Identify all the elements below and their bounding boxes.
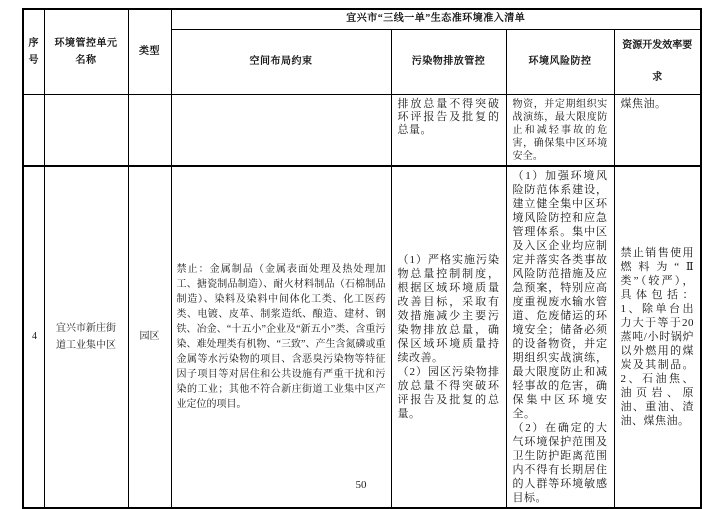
access-list-table — [22, 8, 702, 509]
header-unit-name: 环境管控单元名称 — [44, 9, 128, 94]
table-row-4 — [23, 166, 701, 508]
cell-cont-risk: 物资，并定期组织实战演练，最大限度防止和减轻事故的危害，确保集中区环境安全。 — [506, 94, 614, 166]
header-pollutant-control: 污染物排放管控 — [391, 29, 506, 94]
risk-paragraph-1: （1）加强环境风险防范体系建设，建立健全集中区环境风险防控和应急管理体系。集中区及入区企业均应制定并落实各类事故风险防范措施及应急预案，特别应高度重视废水输水管道、危废储运的环境安全；储备必须的设备物资，并定期组织实战演练，最大限度防止和减轻事故的危害，确保集中区环境安全。 — [512, 169, 608, 420]
cell-r4-resource: 禁止销售使用燃料为“Ⅱ类”（较严），具体包括：1、除单台出力大于等于20蒸吨/小时锅炉以外燃用的煤炭及其制品。2、石油焦、油页岩、原油、重油、渣油、煤焦油。 — [614, 166, 701, 508]
table-title: 宜兴市“三线一单”生态准环境准入清单 — [171, 9, 701, 29]
cell-r4-unit-name: 宜兴市新庄街道工业集中区 — [44, 166, 128, 508]
header-seq: 序号 — [23, 9, 44, 94]
cell-cont-resource: 煤焦油。 — [614, 94, 701, 166]
header-spatial-constraints: 空间布局约束 — [171, 29, 391, 94]
cell-cont-type — [128, 94, 171, 166]
header-type: 类型 — [128, 9, 171, 94]
risk-paragraph-2: （2）在确定的大气环境保护范围及卫生防护距离范围内不得有长期居住的人群等环境敏感目标。 — [512, 421, 608, 504]
cell-r4-type: 园区 — [128, 166, 171, 508]
table-header-title-row — [23, 9, 701, 29]
pollutant-paragraph-1: （1）严格实施污染物总量控制制度，根据区域环境质量改善目标，采取有效措施减少主要污染物排放总量，确保区域环境质量持续改善。 — [397, 253, 500, 364]
pollutant-paragraph-2: （2）园区污染物排放总量不得突破环评报告及批复的总量。 — [397, 365, 500, 420]
cell-r4-pollutant — [391, 166, 506, 508]
header-risk-prevention: 环境风险防控 — [506, 29, 614, 94]
cell-r4-spatial: 禁止：金属制品（金属表面处理及热处理加工、搪瓷制品制造）、耐火材料制品（石棉制品制造）、染料及染料中间体化工类、化工医药类、电镀、皮革、制浆造纸、酿造、建材、钢铁、冶金、“十五小”企业及“新五小”类、含重污染、难处理类有机物、“三致”、产生含氮磷或重金属等水污染物的项目、含恶臭污染物等特征因子项目等对居住和公共设施有严重干扰和污染的工业；其他不符合新庄街道工业集中区产业定位的项目。 — [171, 166, 391, 508]
header-resource-efficiency: 资源开发效率要求 — [614, 29, 701, 94]
cell-cont-pollutant: 排放总量不得突破环评报告及批复的总量。 — [391, 94, 506, 166]
cell-cont-spatial — [171, 94, 391, 166]
cell-cont-seq — [23, 94, 44, 166]
cell-r4-risk — [506, 166, 614, 508]
cell-cont-unit-name — [44, 94, 128, 166]
page-number: 50 — [355, 479, 367, 491]
cell-r4-seq: 4 — [23, 166, 44, 508]
table-row-continuation — [23, 94, 701, 166]
